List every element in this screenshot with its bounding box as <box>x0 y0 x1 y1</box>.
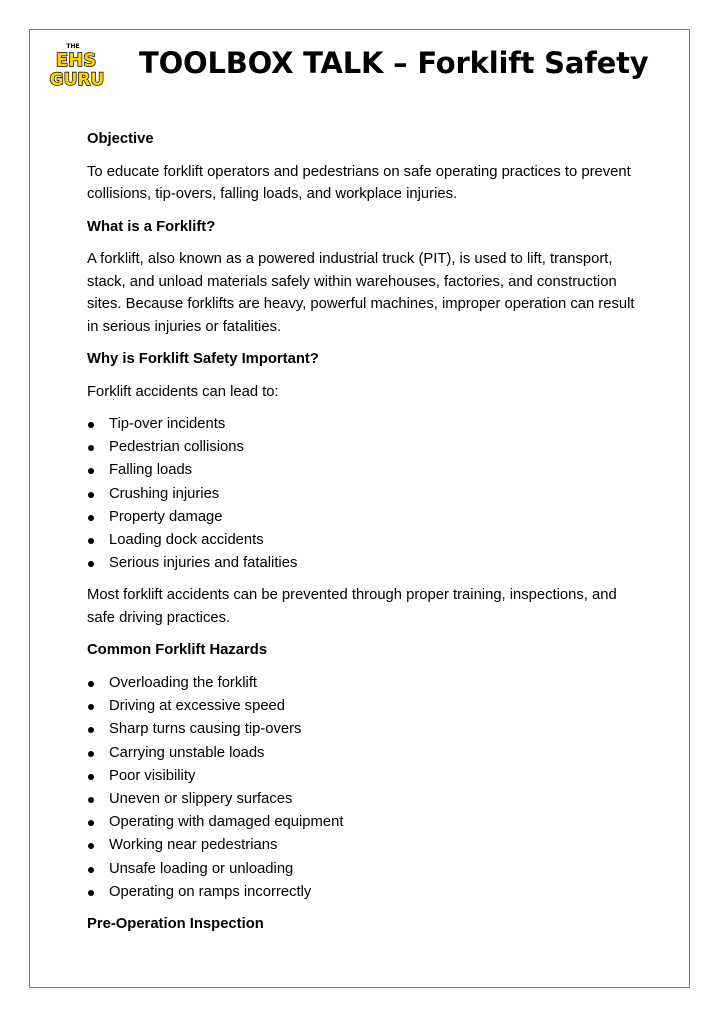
ehs-guru-logo <box>49 41 105 89</box>
bullet-icon <box>88 422 94 428</box>
bullet-icon <box>88 751 94 757</box>
pre-operation-heading: Pre-Operation Inspection <box>87 915 264 932</box>
bullet-icon <box>88 774 94 780</box>
bullet-icon <box>88 538 94 544</box>
bullet-icon <box>88 492 94 498</box>
bullet-icon <box>88 727 94 733</box>
bullet-icon <box>88 867 94 873</box>
list-item: Driving at excessive speed <box>87 695 647 718</box>
list-item: Falling loads <box>87 459 647 482</box>
svg-text:EHS: EHS <box>55 50 97 71</box>
hazards-heading: Common Forklift Hazards <box>87 642 268 659</box>
list-item: Overloading the forklift <box>87 672 647 695</box>
bullet-icon <box>88 445 94 451</box>
why-important-heading: Why is Forklift Safety Important? <box>87 351 319 367</box>
what-is-text: A forklift, also known as a powered industrial truck (PIT), is used to lift, transport, stack, and unload materials safely within warehouses, factories, and construction sites. Because forklifts are heavy, powerful machines, improper operation can result in serious injuries or fatalities. <box>87 251 635 335</box>
list-item: Sharp turns causing tip-overs <box>87 718 647 741</box>
bullet-icon <box>88 820 94 826</box>
list-item: Uneven or slippery surfaces <box>87 788 647 811</box>
hazards-list <box>87 672 647 904</box>
list-item: Property damage <box>87 506 647 529</box>
list-item: Operating on ramps incorrectly <box>87 881 647 904</box>
list-item: Carrying unstable loads <box>87 742 647 765</box>
list-item: Crushing injuries <box>87 483 647 506</box>
document-title: TOOLBOX TALK – Forklift Safety <box>139 46 649 80</box>
why-important-outro: Most forklift accidents can be prevented through proper training, inspections, and safe driving practices. <box>87 587 617 626</box>
document-body <box>87 128 647 945</box>
bullet-icon <box>88 561 94 567</box>
bullet-icon <box>88 515 94 521</box>
bullet-icon <box>88 468 94 474</box>
list-item: Poor visibility <box>87 765 647 788</box>
list-item: Tip-over incidents <box>87 413 647 436</box>
bullet-icon <box>88 843 94 849</box>
bullet-icon <box>88 890 94 896</box>
objective-text: To educate forklift operators and pedestrians on safe operating practices to prevent collisions, tip-overs, falling loads, and workplace injuries. <box>87 163 631 202</box>
bullet-icon <box>88 681 94 687</box>
objective-heading: Objective <box>87 131 154 147</box>
list-item: Unsafe loading or unloading <box>87 858 647 881</box>
list-item: Serious injuries and fatalities <box>87 552 647 575</box>
accident-consequences-list <box>87 413 647 575</box>
svg-text:THE: THE <box>66 43 80 50</box>
svg-text:GURU: GURU <box>49 70 105 89</box>
why-important-intro: Forklift accidents can lead to: <box>87 383 279 400</box>
list-item: Working near pedestrians <box>87 834 647 857</box>
bullet-icon <box>88 704 94 710</box>
bullet-icon <box>88 797 94 803</box>
list-item: Operating with damaged equipment <box>87 811 647 834</box>
list-item: Pedestrian collisions <box>87 436 647 459</box>
list-item: Loading dock accidents <box>87 529 647 552</box>
what-is-heading: What is a Forklift? <box>87 218 216 235</box>
